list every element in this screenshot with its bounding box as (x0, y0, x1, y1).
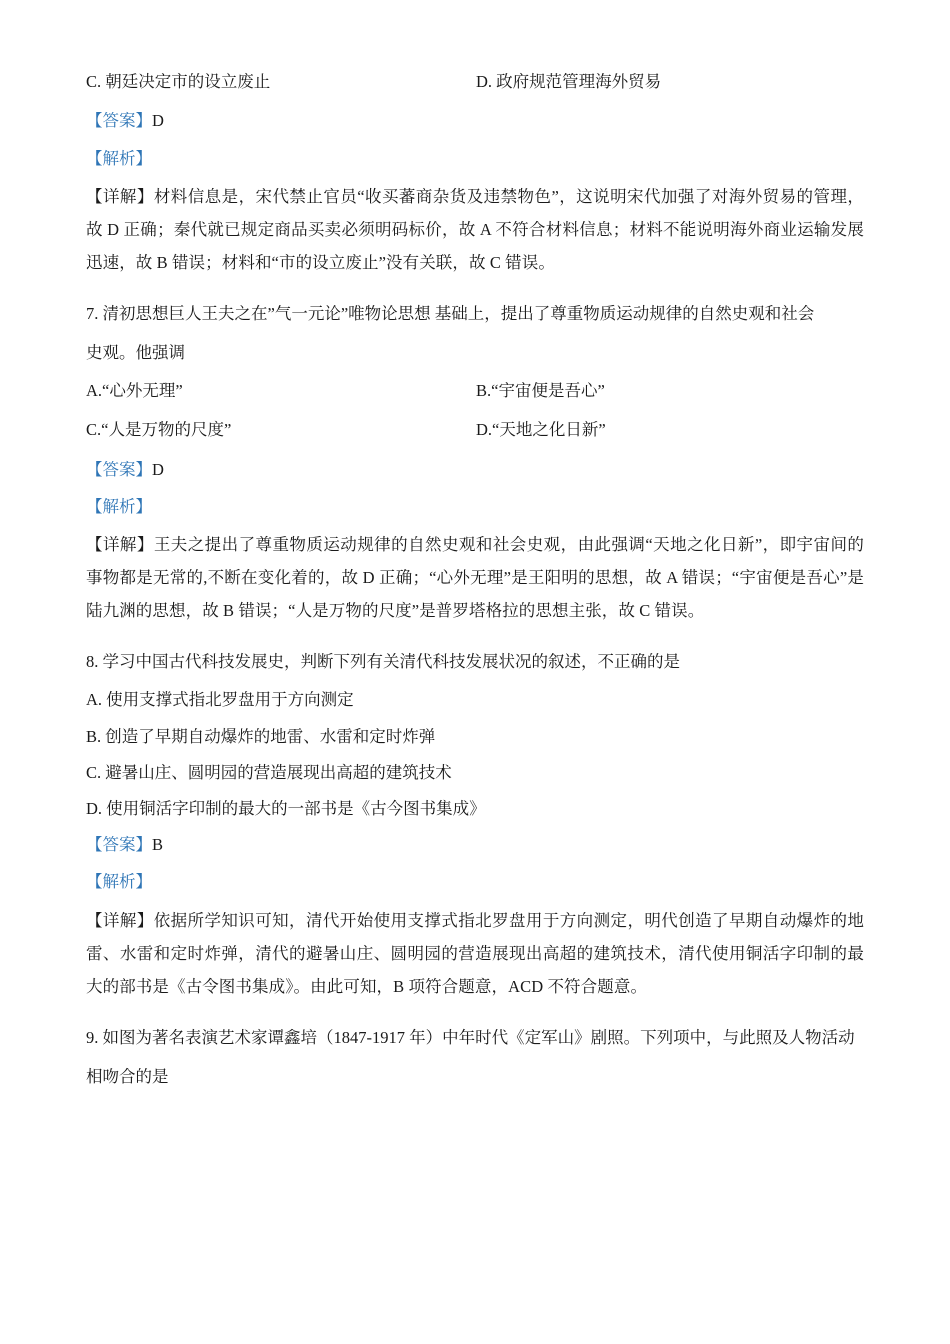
q6-detail-tag: 【详解】 (86, 187, 154, 207)
q7-detail-tag: 【详解】 (86, 535, 154, 555)
q7-answer-tag: 【答案】 (86, 459, 152, 479)
q7-option-d: D.“天地之化日新” (476, 420, 606, 440)
q6-analysis-tag: 【解析】 (86, 148, 152, 168)
q8-detail-block (86, 904, 864, 1003)
q7-answer-line (86, 454, 864, 485)
q7-stem-line1: 7. 清初思想巨人王夫之在”气一元论”唯物论思想 基础上，提出了尊重物质运动规律的自然史观和社会 (86, 304, 815, 324)
q7-option-b: B.“宇宙便是吾心” (476, 381, 605, 401)
q8-detail-tag: 【详解】 (86, 910, 154, 930)
q7-detail-text: 王夫之提出了尊重物质运动规律的自然史观和社会史观，由此强调“天地之化日新”，即宇宙间的事物都是无常的,不断在变化着的，故 D 正确；“心外无理”是王阳明的思想，故 A 错误；“宇宙便是吾心”是陆九渊的思想，故 B 错误；“人是万物的尺度”是普罗塔格拉的思想主张，故 C 错误。 (86, 535, 864, 621)
q6-answer-tag: 【答案】 (86, 111, 152, 131)
q8-option-b: B. 创造了早期自动爆炸的地雷、水雷和定时炸弹 (86, 726, 436, 746)
q6-detail-block (86, 180, 864, 279)
q6-answer-value: D (152, 111, 164, 131)
q7-detail-block (86, 528, 864, 627)
q6-options-row (86, 66, 864, 97)
q8-answer-value: B (152, 835, 164, 855)
q6-option-d: D. 政府规范管理海外贸易 (476, 72, 662, 91)
q8-answer-line (86, 829, 864, 860)
q8-option-a: A. 使用支撑式指北罗盘用于方向测定 (86, 690, 354, 710)
q8-option-d: D. 使用铜活字印制的最大的一部书是《古今图书集成》 (86, 798, 486, 818)
q8-option-c: C. 避暑山庄、圆明园的营造展现出高超的建筑技术 (86, 762, 452, 782)
q8-detail-text: 依据所学知识可知，清代开始使用支撑式指北罗盘用于方向测定，明代创造了早期自动爆炸的地雷、水雷和定时炸弹，清代的避暑山庄、圆明园的营造展现出高超的建筑技术，清代使用铜活字印制的最大的部书是《古令图书集成》。由此可知，B 项符合题意，ACD 不符合题意。 (86, 910, 864, 996)
q9-stem-line1: 9. 如图为著名表演艺术家谭鑫培（1847-1917 年）中年时代《定军山》剧照。下列项中，与此照及人物活动 (86, 1027, 855, 1047)
q7-options-row-1 (86, 375, 864, 406)
q6-analysis-line (86, 143, 864, 174)
q9-stem-line2: 相吻合的是 (86, 1066, 169, 1086)
q6-answer-line (86, 105, 864, 136)
q7-answer-value: D (152, 459, 164, 479)
q8-analysis-line (86, 866, 864, 897)
q6-option-c: C. 朝廷决定市的设立废止 (86, 72, 271, 91)
q8-answer-tag: 【答案】 (86, 835, 152, 855)
q7-stem-line2: 史观。他强调 (86, 343, 185, 363)
q7-analysis-tag: 【解析】 (86, 497, 152, 517)
q7-analysis-line (86, 491, 864, 522)
q8-stem: 8. 学习中国古代科技发展史，判断下列有关清代科技发展状况的叙述，不正确的是 (86, 652, 680, 672)
q7-options-row-2 (86, 414, 864, 445)
q8-analysis-tag: 【解析】 (86, 872, 152, 892)
q6-detail-text: 材料信息是，宋代禁止官员“收买蕃商杂货及违禁物色”，这说明宋代加强了对海外贸易的管理，故 D 正确；秦代就已规定商品买卖必须明码标价，故 A 不符合材料信息；材料不能说明海外商业运输发展迅速，故 B 错误；材料和“市的设立废止”没有关联，故 C 错误。 (86, 187, 864, 273)
q7-option-a: A.“心外无理” (86, 381, 183, 401)
q7-option-c: C.“人是万物的尺度” (86, 420, 232, 440)
